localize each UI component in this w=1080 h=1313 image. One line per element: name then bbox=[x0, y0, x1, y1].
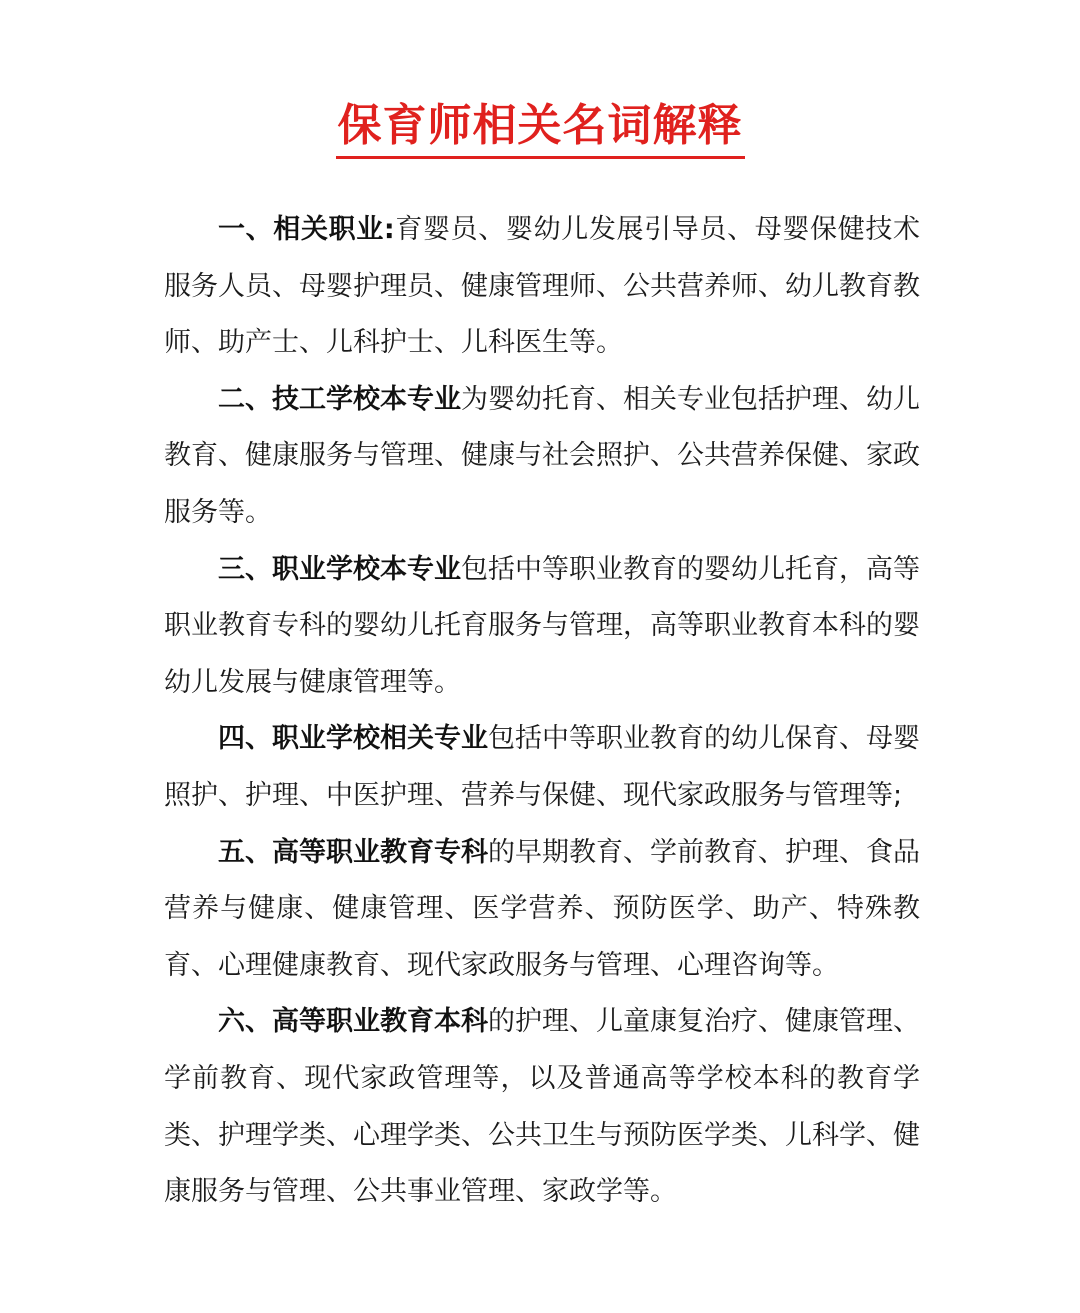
paragraph-text: 育婴员、婴幼儿发展引导员、母婴保健技术服务人员、母婴护理员、健康管理师、公共营养师、幼儿教育教师、助产士、儿科护士、儿科医生等。 bbox=[164, 214, 920, 359]
paragraph-higher-vocational-specialty bbox=[164, 825, 920, 995]
paragraph-text: 的早期教育、学前教育、护理、食品营养与健康、健康管理、医学营养、预防医学、助产、特殊教育、心理健康教育、现代家政服务与管理、心理咨询等。 bbox=[164, 836, 920, 981]
paragraph-term: 三、职业学校本专业 bbox=[218, 553, 461, 585]
paragraph-text: 包括中等职业教育的婴幼儿托育，高等职业教育专科的婴幼儿托育服务与管理，高等职业教育本科的婴幼儿发展与健康管理等。 bbox=[164, 553, 920, 698]
paragraph-related-occupations bbox=[164, 202, 920, 372]
page-title-text: 保育师相关名词解释 bbox=[336, 96, 745, 159]
paragraph-higher-vocational-undergraduate bbox=[164, 994, 920, 1220]
paragraph-term: 五、高等职业教育专科 bbox=[218, 836, 488, 868]
paragraph-text: 的护理、儿童康复治疗、健康管理、学前教育、现代家政管理等，以及普通高等学校本科的教育学类、护理学类、心理学类、公共卫生与预防医学类、儿科学、健康服务与管理、公共事业管理、家政学等。 bbox=[164, 1006, 920, 1208]
paragraph-term: 二、技工学校本专业 bbox=[218, 383, 461, 415]
paragraph-technical-school-major bbox=[164, 372, 920, 542]
paragraph-text: 为婴幼托育、相关专业包括护理、幼儿教育、健康服务与管理、健康与社会照护、公共营养保健、家政服务等。 bbox=[164, 383, 920, 528]
paragraph-term: 六、高等职业教育本科 bbox=[218, 1006, 488, 1038]
paragraph-vocational-related-majors bbox=[164, 711, 920, 824]
document-body bbox=[164, 202, 920, 1221]
page-title bbox=[0, 96, 1080, 159]
paragraph-term: 四、职业学校相关专业 bbox=[218, 723, 488, 755]
paragraph-vocational-school-major bbox=[164, 542, 920, 712]
paragraph-term: 一、相关职业: bbox=[218, 214, 395, 245]
paragraph-text: 包括中等职业教育的幼儿保育、母婴照护、护理、中医护理、营养与保健、现代家政服务与管理等; bbox=[164, 723, 920, 811]
